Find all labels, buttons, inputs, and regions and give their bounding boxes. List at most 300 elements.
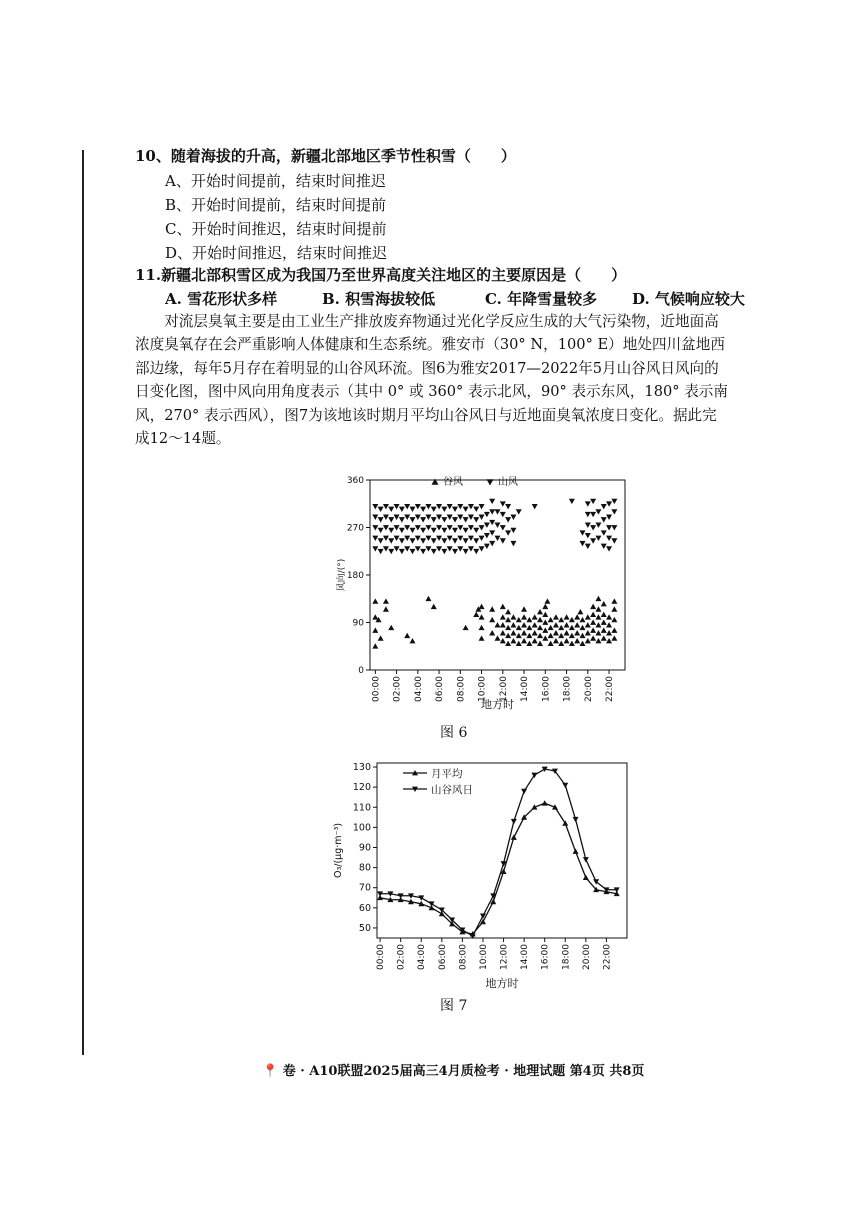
mountain-wind-point (484, 522, 490, 527)
legend-marker-mountain-wind (487, 479, 494, 485)
mountain-wind-point (410, 517, 416, 522)
figure-6-wind-direction-scatter (330, 470, 640, 715)
valley-wind-point (479, 635, 485, 640)
mountain-wind-point (500, 525, 506, 530)
valley-wind-point (580, 633, 586, 638)
valley-wind-point (574, 622, 580, 627)
valley-wind-point (425, 596, 431, 601)
mountain-wind-point (495, 536, 501, 541)
mountain-wind-point (463, 549, 469, 554)
mountain-wind-point (606, 546, 612, 551)
valley-wind-point (537, 625, 543, 630)
x-tick-label: 14:00 (520, 676, 531, 702)
valley-wind-point (601, 612, 607, 617)
mountain-wind-point (585, 512, 591, 517)
mountain-wind-point (447, 525, 453, 530)
valley-wind-point (611, 598, 617, 603)
x-tick-label: 22:00 (605, 676, 616, 702)
valley-wind-point (500, 630, 506, 635)
mountain-wind-point (404, 536, 410, 541)
x-tick-label: 10:00 (477, 676, 488, 702)
question-text: 新疆北部积雪区成为我国乃至世界高度关注地区的主要原因是（ ） (161, 266, 627, 284)
mountain-wind-point (383, 504, 389, 509)
mountain-wind-point (463, 507, 469, 512)
valley-wind-point (574, 638, 580, 643)
valley-wind-point (595, 606, 601, 611)
x-axis-label: 地方时 (485, 977, 519, 990)
valley-wind-point (500, 604, 506, 609)
mountain-wind-point (388, 538, 394, 543)
x-tick-label: 00:00 (376, 944, 387, 970)
valley-wind-point (521, 630, 527, 635)
x-tick-label: 12:00 (498, 676, 509, 702)
valley-wind-point (580, 617, 586, 622)
y-tick-label: 360 (346, 476, 364, 486)
mountain-wind-point (457, 515, 463, 520)
mountain-wind-point (410, 507, 416, 512)
valley-wind-point (564, 638, 570, 643)
passage-line: 浓度臭氧存在会严重影响人体健康和生态系统。雅安市（30° N，100° E）地处四川盆地西 (135, 336, 725, 354)
mountain-wind-point (510, 515, 516, 520)
mountain-wind-point (378, 528, 384, 533)
mountain-wind-point (383, 515, 389, 520)
mountain-wind-point (452, 549, 458, 554)
mountain-wind-point (473, 549, 479, 554)
mountain-wind-point (420, 507, 426, 512)
mountain-valley-day-point (521, 789, 527, 794)
mountain-wind-point (415, 525, 421, 530)
mountain-wind-point (473, 528, 479, 533)
q11-option-b[interactable]: B. 积雪海拔较低 (322, 290, 436, 308)
valley-wind-point (611, 635, 617, 640)
monthly-average-point (583, 875, 589, 880)
valley-wind-point (595, 614, 601, 619)
valley-wind-point (383, 606, 389, 611)
mountain-wind-point (510, 541, 516, 546)
mountain-wind-point (479, 525, 485, 530)
mountain-wind-point (431, 549, 437, 554)
legend-label-mountain-wind: 山风 (498, 477, 518, 488)
y-axis-label: O₃/(μg·m⁻³) (333, 822, 344, 879)
valley-wind-point (431, 604, 437, 609)
mountain-wind-point (436, 536, 442, 541)
valley-wind-point (595, 630, 601, 635)
mountain-wind-point (611, 509, 617, 514)
valley-wind-point (595, 638, 601, 643)
valley-wind-point (564, 630, 570, 635)
mountain-wind-point (611, 499, 617, 504)
valley-wind-point (569, 617, 575, 622)
valley-wind-point (516, 625, 522, 630)
valley-wind-point (564, 614, 570, 619)
mountain-wind-point (516, 509, 522, 514)
valley-wind-point (590, 620, 596, 625)
mountain-wind-point (399, 528, 405, 533)
mountain-wind-point (399, 549, 405, 554)
x-tick-label: 10:00 (478, 944, 489, 970)
monthly-average-point (542, 800, 548, 805)
valley-wind-point (601, 627, 607, 632)
mountain-wind-point (436, 504, 442, 509)
question-11-stem (135, 264, 626, 285)
question-number: 10、 (135, 147, 171, 165)
valley-wind-point (526, 617, 532, 622)
valley-wind-point (521, 638, 527, 643)
valley-wind-point (500, 622, 506, 627)
mountain-wind-point (500, 501, 506, 506)
valley-wind-point (548, 641, 554, 646)
mountain-wind-point (606, 525, 612, 530)
mountain-wind-point (372, 546, 378, 551)
valley-wind-point (577, 609, 583, 614)
y-tick-label: 180 (346, 571, 364, 581)
x-tick-label: 20:00 (583, 676, 594, 702)
question-text: 随着海拔的升高，新疆北部地区季节性积雪（ ） (170, 147, 516, 165)
mountain-wind-point (431, 538, 437, 543)
passage-line: 成12～14题。 (135, 430, 231, 448)
valley-wind-point (500, 638, 506, 643)
mountain-wind-point (436, 525, 442, 530)
q10-option-c[interactable]: C、开始时间推迟，结束时间提前 (165, 220, 387, 238)
mountain-wind-point (457, 536, 463, 541)
mountain-wind-point (378, 517, 384, 522)
mountain-wind-point (441, 538, 447, 543)
mountain-wind-point (590, 525, 596, 530)
passage-line: 对流层臭氧主要是由工业生产排放废弃物通过光化学反应生成的大气污染物，近地面高 (164, 313, 719, 330)
mountain-wind-point (425, 515, 431, 520)
mountain-wind-point (394, 536, 400, 541)
mountain-wind-point (468, 536, 474, 541)
mountain-wind-point (580, 541, 586, 546)
x-tick-label: 06:00 (437, 944, 448, 970)
mountain-wind-point (601, 504, 607, 509)
mountain-wind-point (495, 509, 501, 514)
valley-wind-point (404, 633, 410, 638)
y-tick-label: 130 (352, 762, 371, 774)
mountain-wind-point (611, 538, 617, 543)
mountain-wind-point (425, 504, 431, 509)
page-footer: 📍 卷 · A10联盟2025届高三4月质检考 · 地理试题 第4页 共8页 (262, 1064, 645, 1079)
mountain-wind-point (495, 522, 501, 527)
valley-wind-point (590, 604, 596, 609)
mountain-wind-point (463, 517, 469, 522)
mountain-wind-point (436, 515, 442, 520)
monthly-average-point (511, 834, 517, 839)
mountain-wind-point (420, 517, 426, 522)
mountain-wind-point (415, 536, 421, 541)
valley-wind-point (542, 627, 548, 632)
valley-wind-point (505, 609, 511, 614)
valley-wind-point (574, 614, 580, 619)
mountain-wind-point (489, 499, 495, 504)
valley-wind-point (510, 638, 516, 643)
mountain-wind-point (505, 517, 511, 522)
mountain-wind-point (585, 522, 591, 527)
mountain-wind-point (505, 530, 511, 535)
valley-wind-point (558, 625, 564, 630)
y-tick-label: 70 (358, 882, 371, 894)
mountain-wind-point (388, 517, 394, 522)
mountain-wind-point (441, 517, 447, 522)
valley-wind-point (601, 601, 607, 606)
mountain-wind-point (510, 528, 516, 533)
mountain-wind-point (585, 544, 591, 549)
x-tick-label: 02:00 (392, 676, 403, 702)
x-tick-label: 08:00 (458, 944, 469, 970)
mountain-wind-point (479, 536, 485, 541)
x-tick-label: 22:00 (602, 944, 613, 970)
valley-wind-point (553, 630, 559, 635)
mountain-wind-point (479, 546, 485, 551)
valley-wind-point (553, 614, 559, 619)
mountain-wind-point (500, 538, 506, 543)
y-tick-label: 120 (352, 782, 371, 794)
mountain-wind-point (601, 530, 607, 535)
mountain-wind-point (468, 525, 474, 530)
mountain-wind-point (420, 549, 426, 554)
valley-wind-point (505, 641, 511, 646)
valley-wind-point (537, 633, 543, 638)
valley-wind-point (479, 614, 485, 619)
valley-wind-point (585, 622, 591, 627)
valley-wind-point (590, 635, 596, 640)
mountain-wind-point (484, 512, 490, 517)
mountain-valley-day-point (562, 783, 568, 788)
mountain-wind-point (447, 515, 453, 520)
valley-wind-point (606, 614, 612, 619)
mountain-wind-point (378, 538, 384, 543)
valley-wind-point (548, 633, 554, 638)
mountain-wind-point (388, 507, 394, 512)
valley-wind-point (542, 604, 548, 609)
mountain-wind-point (404, 546, 410, 551)
mountain-wind-point (394, 525, 400, 530)
valley-wind-point (611, 606, 617, 611)
valley-wind-point (558, 617, 564, 622)
mountain-wind-point (590, 512, 596, 517)
mountain-valley-day-point (429, 901, 435, 906)
x-tick-label: 20:00 (581, 944, 592, 970)
x-tick-label: 16:00 (540, 944, 551, 970)
valley-wind-point (372, 627, 378, 632)
mountain-wind-point (425, 525, 431, 530)
valley-wind-point (542, 635, 548, 640)
q11-option-d[interactable]: D. 气候响应较大 (632, 290, 745, 308)
mountain-wind-point (383, 536, 389, 541)
x-tick-label: 04:00 (417, 944, 428, 970)
mountain-wind-point (590, 538, 596, 543)
valley-wind-point (495, 635, 501, 640)
mountain-wind-point (473, 507, 479, 512)
y-tick-label: 90 (358, 842, 371, 854)
valley-wind-point (537, 617, 543, 622)
valley-wind-point (526, 641, 532, 646)
valley-wind-point (510, 630, 516, 635)
x-axis-label: 地方时 (481, 698, 514, 711)
mountain-wind-point (468, 546, 474, 551)
valley-wind-point (585, 638, 591, 643)
mountain-wind-point (452, 528, 458, 533)
q10-option-b[interactable]: B、开始时间提前，结束时间提前 (165, 196, 387, 214)
mountain-valley-day-point (583, 857, 589, 862)
mountain-wind-point (601, 544, 607, 549)
mountain-wind-point (431, 507, 437, 512)
valley-wind-point (569, 625, 575, 630)
mountain-wind-point (441, 549, 447, 554)
valley-wind-point (372, 598, 378, 603)
mountain-wind-point (580, 530, 586, 535)
mountain-wind-point (500, 512, 506, 517)
mountain-wind-point (394, 546, 400, 551)
mountain-wind-point (394, 504, 400, 509)
mountain-wind-point (479, 504, 485, 509)
valley-wind-point (553, 638, 559, 643)
q11-option-a[interactable]: A. 雪花形状多样 (165, 290, 278, 308)
q11-option-c[interactable]: C. 年降雪量较多 (485, 290, 598, 308)
valley-wind-point (611, 617, 617, 622)
mountain-wind-point (585, 533, 591, 538)
reading-passage (135, 310, 807, 450)
mountain-wind-point (388, 528, 394, 533)
x-tick-label: 16:00 (541, 676, 552, 702)
mountain-wind-point (383, 525, 389, 530)
mountain-wind-point (404, 504, 410, 509)
x-tick-label: 06:00 (435, 676, 446, 702)
mountain-wind-point (479, 515, 485, 520)
valley-wind-point (606, 622, 612, 627)
mountain-wind-point (410, 528, 416, 533)
valley-wind-point (574, 630, 580, 635)
mountain-wind-point (457, 525, 463, 530)
valley-wind-point (537, 641, 543, 646)
y-tick-label: 90 (352, 618, 364, 629)
valley-wind-point (526, 625, 532, 630)
mountain-wind-point (473, 517, 479, 522)
y-tick-label: 60 (358, 902, 371, 914)
valley-wind-point (569, 641, 575, 646)
x-tick-label: 18:00 (562, 676, 573, 702)
valley-wind-point (510, 622, 516, 627)
legend-label-monthly-average: 月平均 (431, 768, 463, 780)
valley-wind-point (473, 612, 479, 617)
y-tick-label: 100 (352, 822, 371, 834)
mountain-wind-point (595, 522, 601, 527)
valley-wind-point (580, 641, 586, 646)
mountain-wind-point (452, 507, 458, 512)
valley-wind-point (521, 622, 527, 627)
mountain-wind-point (463, 538, 469, 543)
mountain-wind-point (431, 528, 437, 533)
valley-wind-point (532, 630, 538, 635)
valley-wind-point (585, 614, 591, 619)
mountain-wind-point (441, 507, 447, 512)
mountain-wind-point (468, 504, 474, 509)
passage-line: 风，270° 表示西风），图7为该地该时期月平均山谷风日与近地面臭氧浓度日变化。据此完 (135, 406, 717, 424)
question-10-stem (135, 145, 516, 166)
mountain-wind-point (372, 504, 378, 509)
mountain-wind-point (601, 517, 607, 522)
mountain-wind-point (468, 515, 474, 520)
mountain-wind-point (463, 528, 469, 533)
valley-wind-point (532, 614, 538, 619)
valley-wind-point (537, 609, 543, 614)
figure-6-caption: 图 6 (440, 725, 468, 741)
valley-wind-point (479, 604, 485, 609)
mountain-wind-point (425, 536, 431, 541)
x-tick-label: 12:00 (499, 944, 510, 970)
legend-label-mountain-valley-day: 山谷风日 (431, 784, 473, 796)
figure-7-caption: 图 7 (440, 998, 468, 1014)
mountain-wind-point (457, 504, 463, 509)
mountain-wind-point (372, 515, 378, 520)
valley-wind-point (611, 627, 617, 632)
valley-wind-point (378, 635, 384, 640)
mountain-wind-point (452, 538, 458, 543)
mountain-wind-point (399, 538, 405, 543)
valley-wind-point (372, 614, 378, 619)
mountain-wind-point (447, 536, 453, 541)
mountain-wind-point (425, 546, 431, 551)
passage-line: 日变化图，图中风向用角度表示（其中 0° 或 360° 表示北风，90° 表示东风，180° 表示南 (135, 383, 728, 401)
valley-wind-point (495, 622, 501, 627)
mountain-wind-point (489, 530, 495, 535)
valley-wind-point (558, 633, 564, 638)
figure-7-ozone-line-chart (325, 755, 640, 995)
valley-wind-point (558, 641, 564, 646)
q10-option-d[interactable]: D、开始时间推迟，结束时间推迟 (165, 244, 388, 262)
valley-wind-point (388, 625, 394, 630)
valley-wind-point (463, 625, 469, 630)
x-tick-label: 00:00 (371, 676, 382, 702)
valley-wind-point (542, 612, 548, 617)
valley-wind-point (595, 596, 601, 601)
mountain-wind-point (372, 525, 378, 530)
valley-wind-point (516, 641, 522, 646)
mountain-wind-point (611, 525, 617, 530)
valley-wind-point (590, 612, 596, 617)
valley-wind-point (606, 630, 612, 635)
mountain-wind-point (489, 541, 495, 546)
mountain-valley-day-point (418, 895, 424, 900)
valley-wind-point (532, 638, 538, 643)
mountain-wind-point (505, 504, 511, 509)
valley-wind-point (489, 606, 495, 611)
mountain-valley-day-line (380, 769, 617, 936)
mountain-wind-point (441, 528, 447, 533)
mountain-valley-day-point (573, 817, 579, 822)
mountain-wind-point (404, 515, 410, 520)
y-tick-label: 50 (358, 922, 371, 934)
x-tick-label: 02:00 (396, 944, 407, 970)
binding-margin-line (82, 150, 84, 1055)
mountain-wind-point (489, 520, 495, 525)
mountain-wind-point (595, 536, 601, 541)
mountain-wind-point (431, 517, 437, 522)
valley-wind-point (548, 617, 554, 622)
mountain-wind-point (378, 549, 384, 554)
y-tick-label: 110 (352, 802, 371, 814)
x-tick-label: 18:00 (561, 944, 572, 970)
monthly-average-line (380, 803, 617, 934)
valley-wind-point (601, 635, 607, 640)
y-tick-label: 80 (358, 862, 371, 874)
valley-wind-point (505, 633, 511, 638)
mountain-wind-point (489, 509, 495, 514)
q10-option-a[interactable]: A、开始时间提前，结束时间推迟 (165, 172, 386, 190)
valley-wind-point (601, 620, 607, 625)
mountain-wind-point (383, 546, 389, 551)
valley-wind-point (564, 622, 570, 627)
